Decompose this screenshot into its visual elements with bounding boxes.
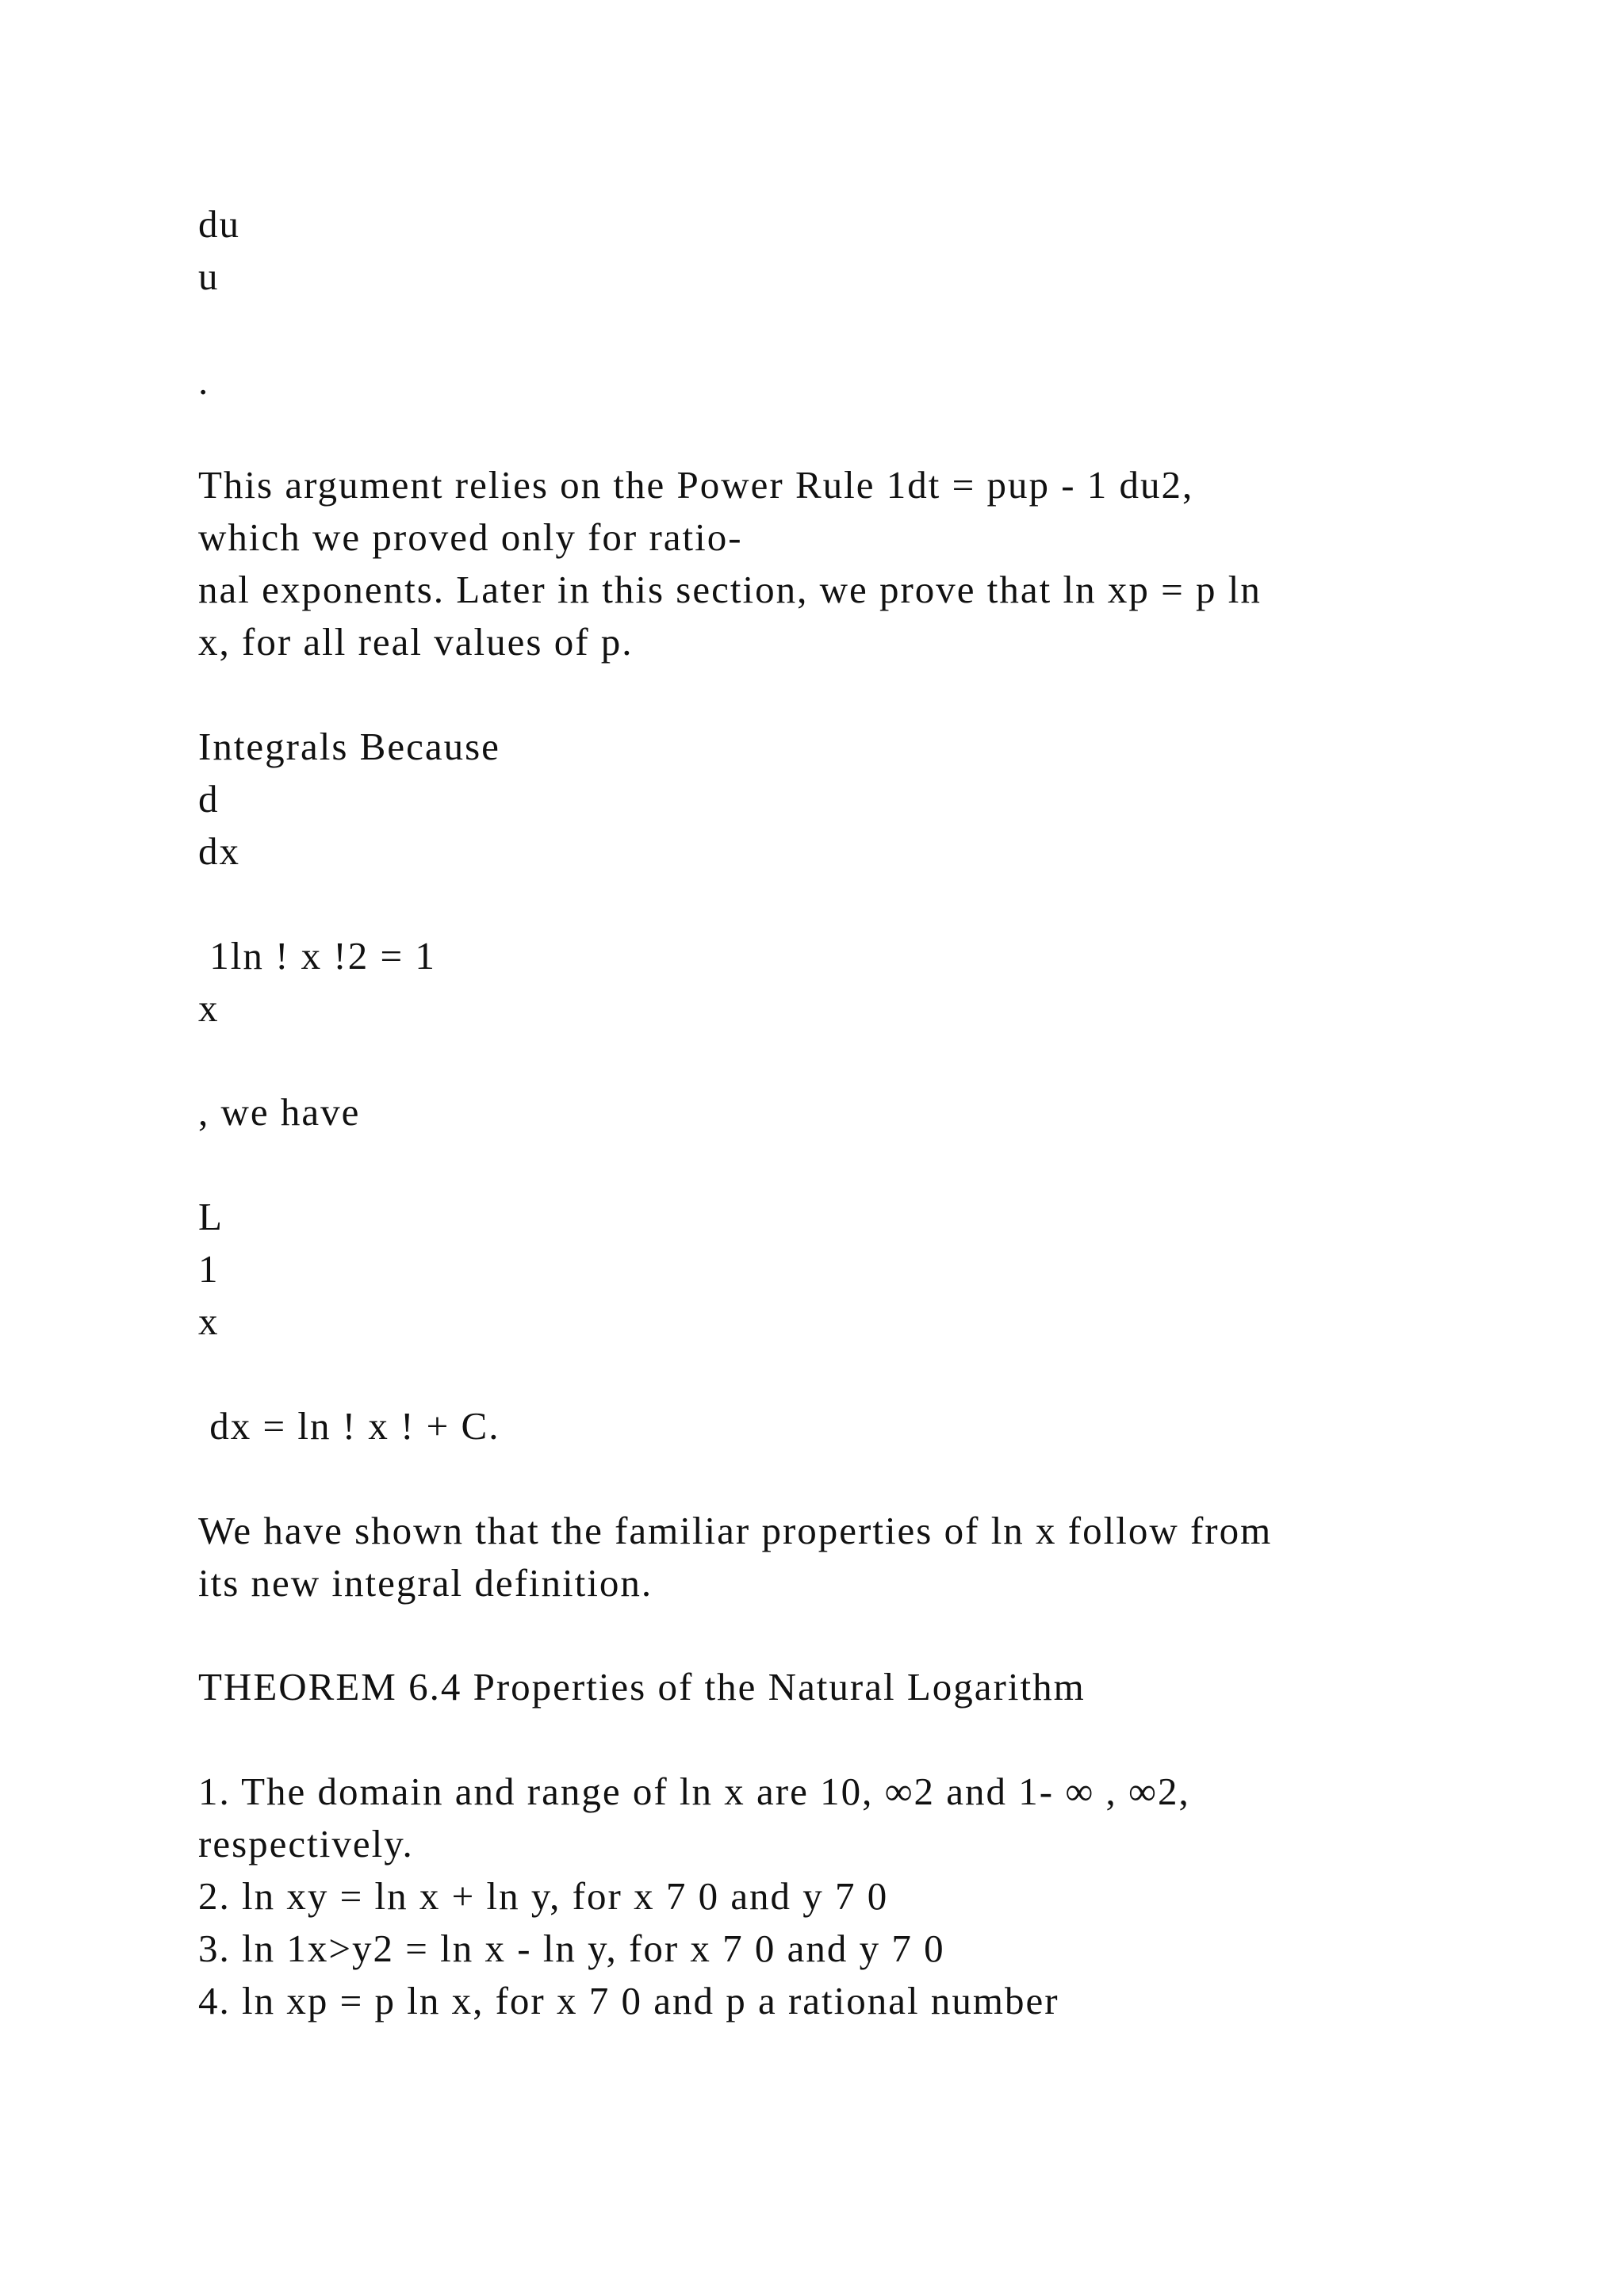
- text-line: its new integral definition.: [198, 1561, 653, 1605]
- list-item: 2. ln xy = ln x + ln y, for x 7 0 and y 7 0: [198, 1874, 889, 1918]
- text-line: We have shown that the familiar properties of ln x follow from: [198, 1509, 1273, 1552]
- text-line: x: [198, 1299, 220, 1343]
- text-line: 1ln ! x !2 = 1: [198, 934, 436, 978]
- text-line: 1: [198, 1247, 220, 1291]
- text-line: This argument relies on the Power Rule 1dt = pup - 1 du2,: [198, 463, 1194, 507]
- list-item: 1. The domain and range of ln x are 10, ∞2 and 1- ∞ , ∞2,: [198, 1770, 1190, 1813]
- text-line: u: [198, 254, 220, 298]
- text-line: x: [198, 986, 220, 1030]
- text-line: nal exponents. Later in this section, we prove that ln xp = p ln: [198, 568, 1262, 611]
- text-line: Integrals Because: [198, 725, 500, 768]
- text-line: d: [198, 777, 220, 821]
- theorem-heading: THEOREM 6.4 Properties of the Natural Logarithm: [198, 1665, 1086, 1709]
- text-line: , we have: [198, 1090, 361, 1134]
- text-line: which we proved only for ratio-: [198, 515, 743, 559]
- list-item: 3. ln 1x>y2 = ln x - ln y, for x 7 0 and y 7 0: [198, 1927, 945, 1970]
- text-line: L: [198, 1195, 224, 1238]
- text-line: .: [198, 359, 210, 403]
- text-line: du: [198, 202, 240, 246]
- text-line: x, for all real values of p.: [198, 620, 634, 664]
- list-item: 4. ln xp = p ln x, for x 7 0 and p a rational number: [198, 1979, 1059, 2022]
- text-line: respectively.: [198, 1822, 414, 1866]
- text-line: dx = ln ! x ! + C.: [198, 1404, 500, 1448]
- text-line: dx: [198, 829, 240, 873]
